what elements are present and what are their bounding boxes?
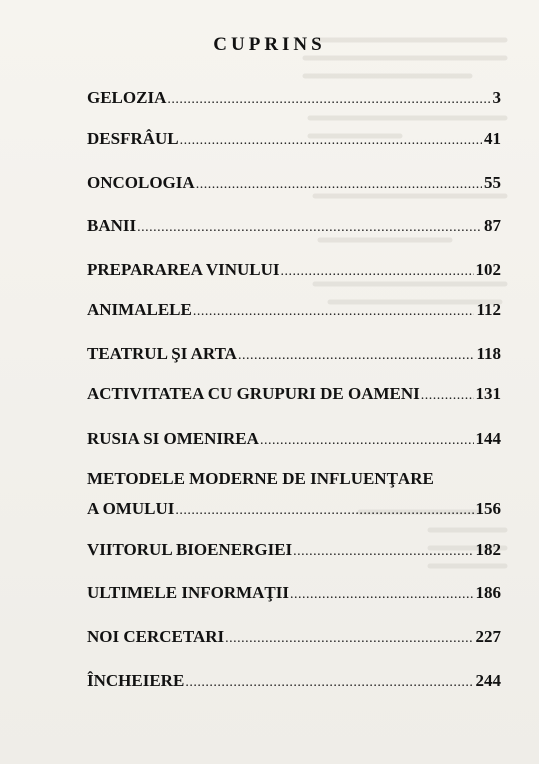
toc-entry-title: DESFRÂUL bbox=[87, 129, 179, 148]
toc-entry-page: 182 bbox=[475, 540, 501, 559]
dot-leader bbox=[293, 542, 473, 562]
dot-leader bbox=[175, 501, 473, 521]
dot-leader bbox=[260, 431, 474, 451]
dot-leader bbox=[193, 302, 475, 322]
toc-entry-title: BANII bbox=[87, 216, 137, 235]
dot-leader bbox=[196, 175, 482, 195]
toc-entry[interactable] bbox=[87, 129, 501, 151]
dot-leader bbox=[421, 386, 474, 406]
toc-entry-title-first-line: METODELE MODERNE DE INFLUENŢARE bbox=[87, 469, 434, 488]
toc-entry[interactable] bbox=[87, 173, 501, 195]
toc-entry-title: ÎNCHEIERE bbox=[87, 671, 185, 690]
toc-entry[interactable] bbox=[87, 671, 501, 693]
toc-entry[interactable] bbox=[87, 583, 501, 605]
dot-leader bbox=[281, 262, 474, 282]
toc-entry-page: 244 bbox=[475, 671, 501, 690]
toc-entry-page: 3 bbox=[492, 88, 501, 107]
toc-entry[interactable] bbox=[87, 260, 501, 282]
toc-entry[interactable] bbox=[87, 627, 501, 649]
toc-entry[interactable] bbox=[87, 300, 501, 322]
toc-entry-title: NOI CERCETARI bbox=[87, 627, 225, 646]
toc-entry-title: A OMULUI bbox=[87, 499, 175, 518]
toc-entry[interactable] bbox=[87, 344, 501, 366]
dot-leader bbox=[225, 629, 473, 649]
toc-entry[interactable] bbox=[87, 216, 501, 238]
toc-entry-title: ONCOLOGIA bbox=[87, 173, 195, 192]
toc-entry-page: 112 bbox=[476, 300, 501, 319]
dot-leader bbox=[238, 346, 475, 366]
toc-entry-title: RUSIA SI OMENIREA bbox=[87, 429, 259, 448]
toc-entry-page: 118 bbox=[476, 344, 501, 363]
toc-entry[interactable] bbox=[87, 429, 501, 451]
dot-leader bbox=[137, 218, 482, 238]
toc-entry-page: 102 bbox=[475, 260, 501, 279]
toc-entry-page: 41 bbox=[484, 129, 501, 148]
dot-leader bbox=[167, 90, 490, 110]
toc-entry-title: PREPARAREA VINULUI bbox=[87, 260, 280, 279]
toc-entry-page: 131 bbox=[475, 384, 501, 403]
toc-entry[interactable] bbox=[87, 384, 501, 406]
toc-entry-page: 144 bbox=[475, 429, 501, 448]
toc-entry-page: 156 bbox=[475, 499, 501, 518]
toc-entry[interactable] bbox=[87, 469, 501, 521]
toc-entry-page: 227 bbox=[475, 627, 501, 646]
toc-entry-title: ACTIVITATEA CU GRUPURI DE OAMENI bbox=[87, 384, 420, 403]
toc-entry-page: 55 bbox=[484, 173, 501, 192]
toc-entry-page: 87 bbox=[484, 216, 501, 235]
toc-entry-page: 186 bbox=[475, 583, 501, 602]
dot-leader bbox=[180, 131, 482, 151]
toc-entry-title: TEATRUL ŞI ARTA bbox=[87, 344, 237, 363]
dot-leader bbox=[185, 673, 473, 693]
toc-entry[interactable] bbox=[87, 88, 501, 110]
toc-entry-title: GELOZIA bbox=[87, 88, 167, 107]
toc-entry-title: ULTIMELE INFORMAŢII bbox=[87, 583, 289, 602]
toc-entry[interactable] bbox=[87, 540, 501, 562]
table-of-contents-heading: CUPRINS bbox=[213, 34, 326, 55]
toc-entry-title: VIITORUL BIOENERGIEI bbox=[87, 540, 293, 559]
dot-leader bbox=[290, 585, 474, 605]
toc-entry-title: ANIMALELE bbox=[87, 300, 192, 319]
